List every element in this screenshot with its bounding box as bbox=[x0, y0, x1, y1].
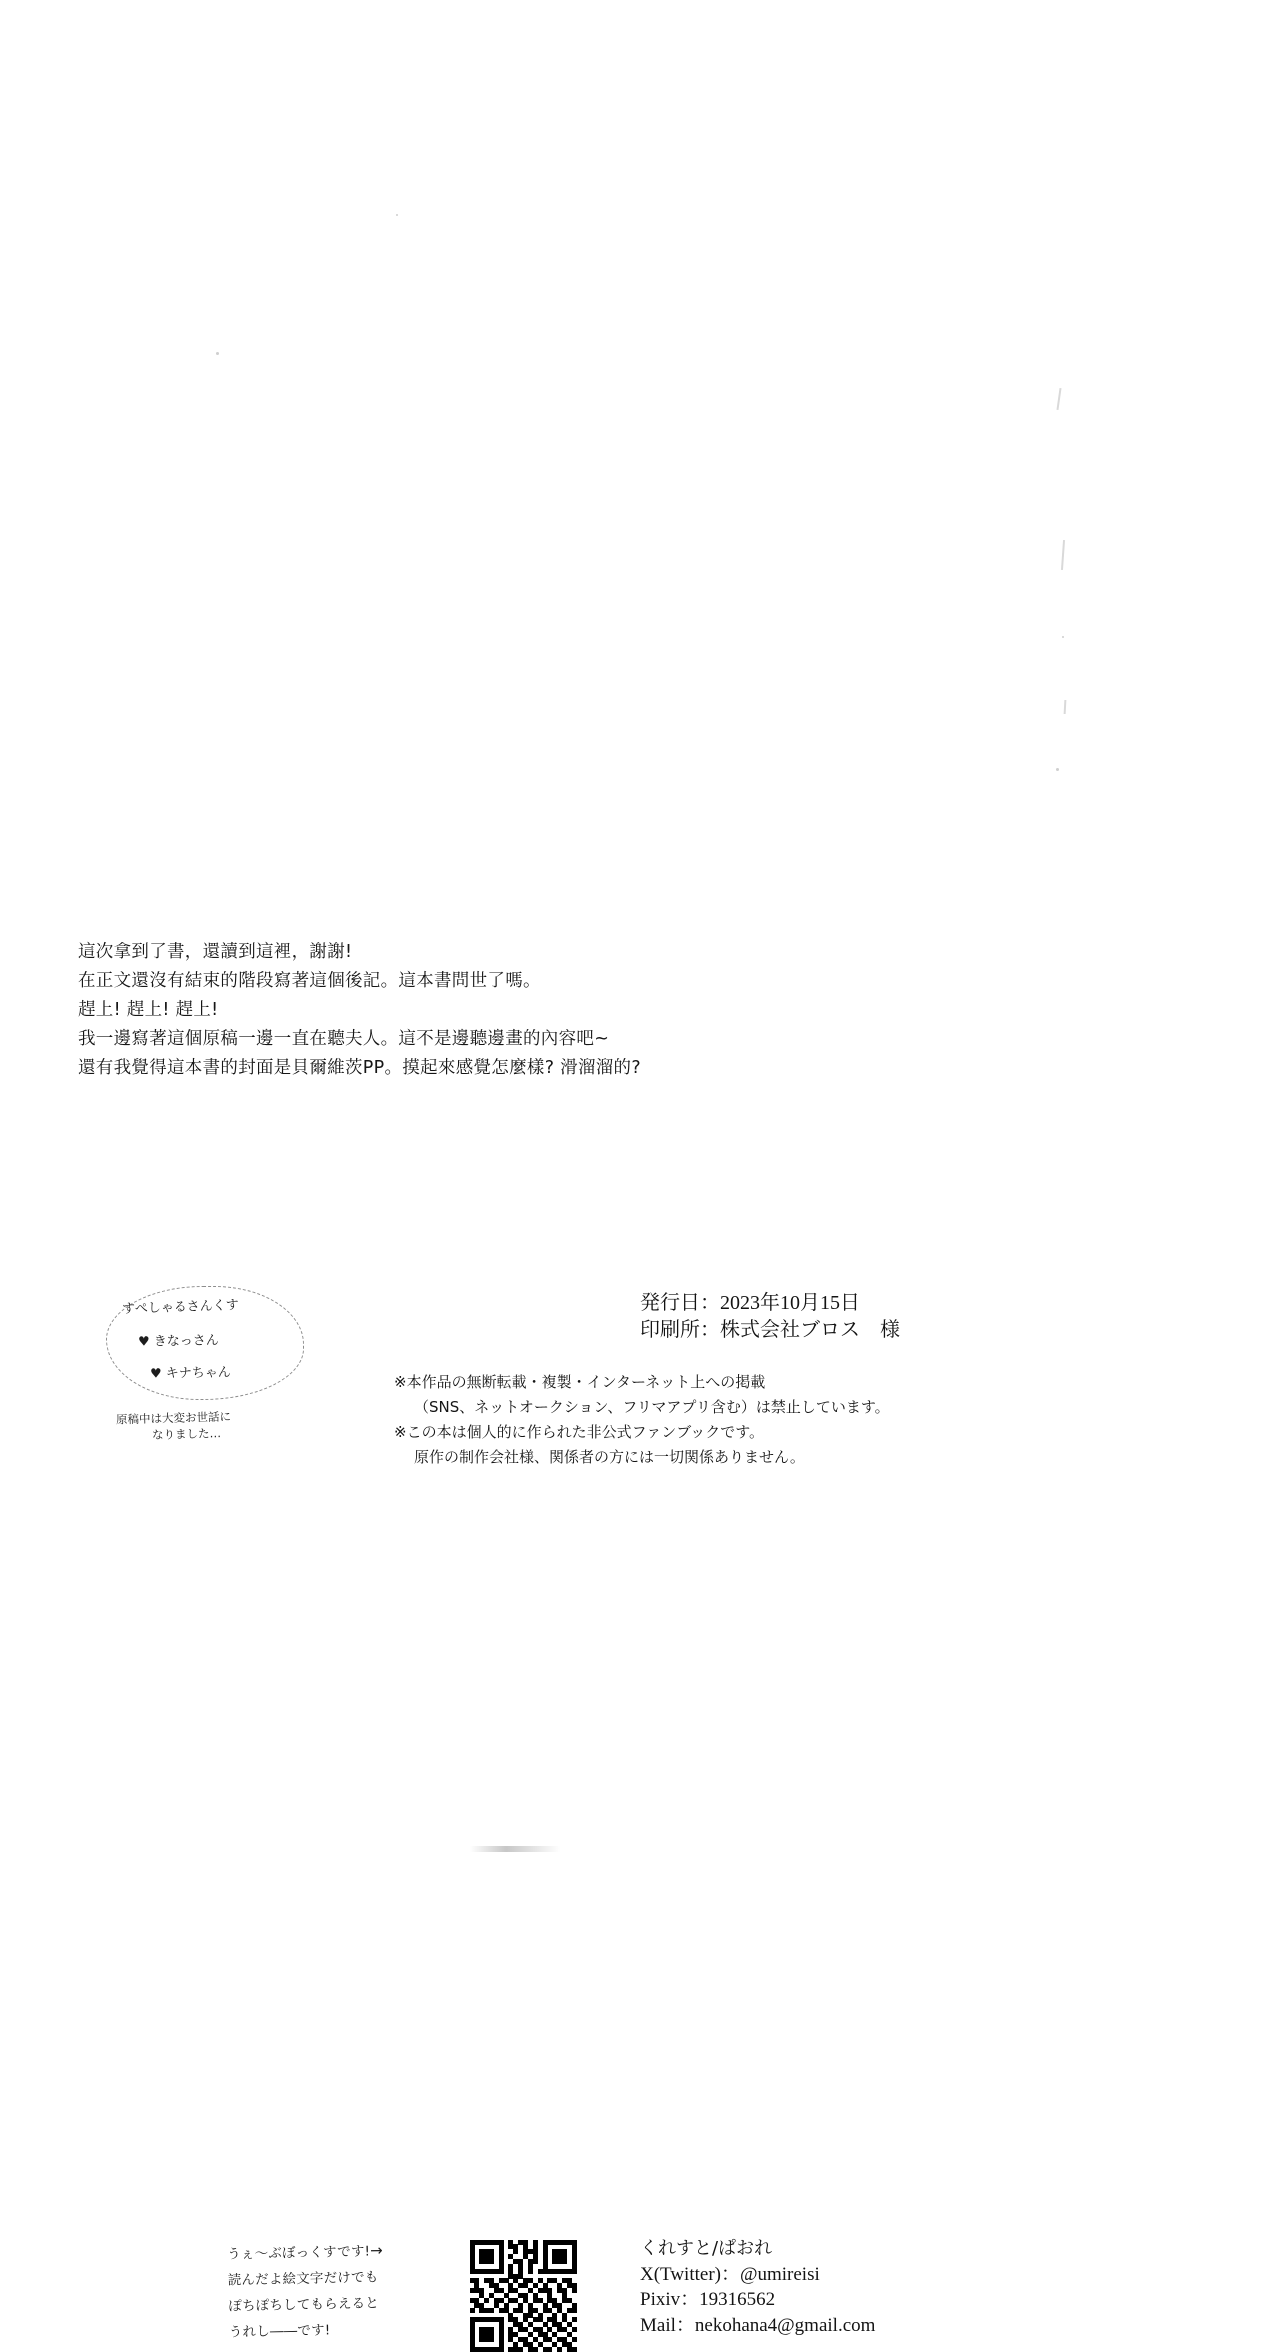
afterword-line-5: 還有我覺得這本書的封面是貝爾維茨PP。摸起來感覺怎麼樣? 滑溜溜的? bbox=[78, 1058, 641, 1078]
page-speck bbox=[1056, 768, 1059, 771]
handwritten-note bbox=[227, 2235, 469, 2345]
thanks-title: すぺしゃるさんくす bbox=[121, 1297, 240, 1318]
afterword-line-1: 這次拿到了書，還讀到這裡，謝謝! bbox=[78, 942, 353, 962]
handwritten-note-line-1: うぇ～ぶぼっくすです! bbox=[227, 2243, 371, 2263]
contact-mail[interactable]: Mail：nekohana4@gmail.com bbox=[640, 2314, 876, 2336]
notice-line-1: ※本作品の無断転載・複製・インターネット上への掲載 bbox=[394, 1373, 766, 1391]
copyright-notice bbox=[394, 1370, 1034, 1470]
page-edge-mark bbox=[1056, 388, 1061, 410]
thanks-footnote-2: なりました… bbox=[151, 1426, 222, 1442]
page-edge-mark bbox=[1064, 700, 1067, 714]
contact-block bbox=[640, 2236, 875, 2338]
colophon-block bbox=[640, 1290, 900, 1344]
afterword-text bbox=[78, 938, 798, 1083]
contact-pixiv[interactable]: Pixiv：19316562 bbox=[640, 2289, 776, 2310]
printer-name: 印刷所：株式会社ブロス 様 bbox=[640, 1319, 900, 1341]
page-speck bbox=[1062, 636, 1064, 638]
thanks-item-2: ♥ キナちゃん bbox=[149, 1365, 231, 1382]
page-speck bbox=[396, 214, 398, 216]
afterword-line-2: 在正文還沒有結束的階段寫著這個後記。這本書問世了嗎。 bbox=[78, 971, 541, 991]
page-bottom-smudge bbox=[470, 1846, 560, 1852]
handwritten-note-line-4: うれし――です! bbox=[228, 2322, 331, 2341]
thanks-item-1: ♥ きなっさん bbox=[137, 1333, 219, 1350]
notice-line-2: （SNS、ネットオークション、フリマアプリ含む）は禁止しています。 bbox=[414, 1398, 890, 1416]
notice-line-4: 原作の制作会社様、関係者の方には一切関係ありません。 bbox=[414, 1448, 805, 1466]
notice-line-3: ※この本は個人的に作られた非公式ファンブックです。 bbox=[394, 1423, 765, 1441]
qr-code-icon[interactable] bbox=[470, 2240, 582, 2352]
afterword-line-3: 趕上! 趕上! 趕上! bbox=[78, 1000, 219, 1020]
arrow-right-icon: → bbox=[370, 2241, 384, 2260]
afterword-line-4: 我一邊寫著這個原稿一邊一直在聽夫人。這不是邊聽邊畫的內容吧~ bbox=[78, 1029, 610, 1049]
author-name: くれすと/ぱおれ bbox=[640, 2238, 773, 2259]
publish-date: 発行日：2023年10月15日 bbox=[640, 1292, 860, 1314]
contact-twitter[interactable]: X(Twitter)：@umireisi bbox=[640, 2263, 820, 2285]
page-edge-mark bbox=[1061, 540, 1065, 570]
handwritten-note-line-3: ぽちぽちしてもらえると bbox=[228, 2295, 380, 2315]
special-thanks-block bbox=[96, 1282, 316, 1452]
thanks-footnote-1: 原稿中は大変お世話に bbox=[115, 1409, 232, 1427]
handwritten-note-line-2: 読んだよ絵文字だけでも bbox=[227, 2269, 379, 2289]
page-speck bbox=[216, 352, 219, 355]
